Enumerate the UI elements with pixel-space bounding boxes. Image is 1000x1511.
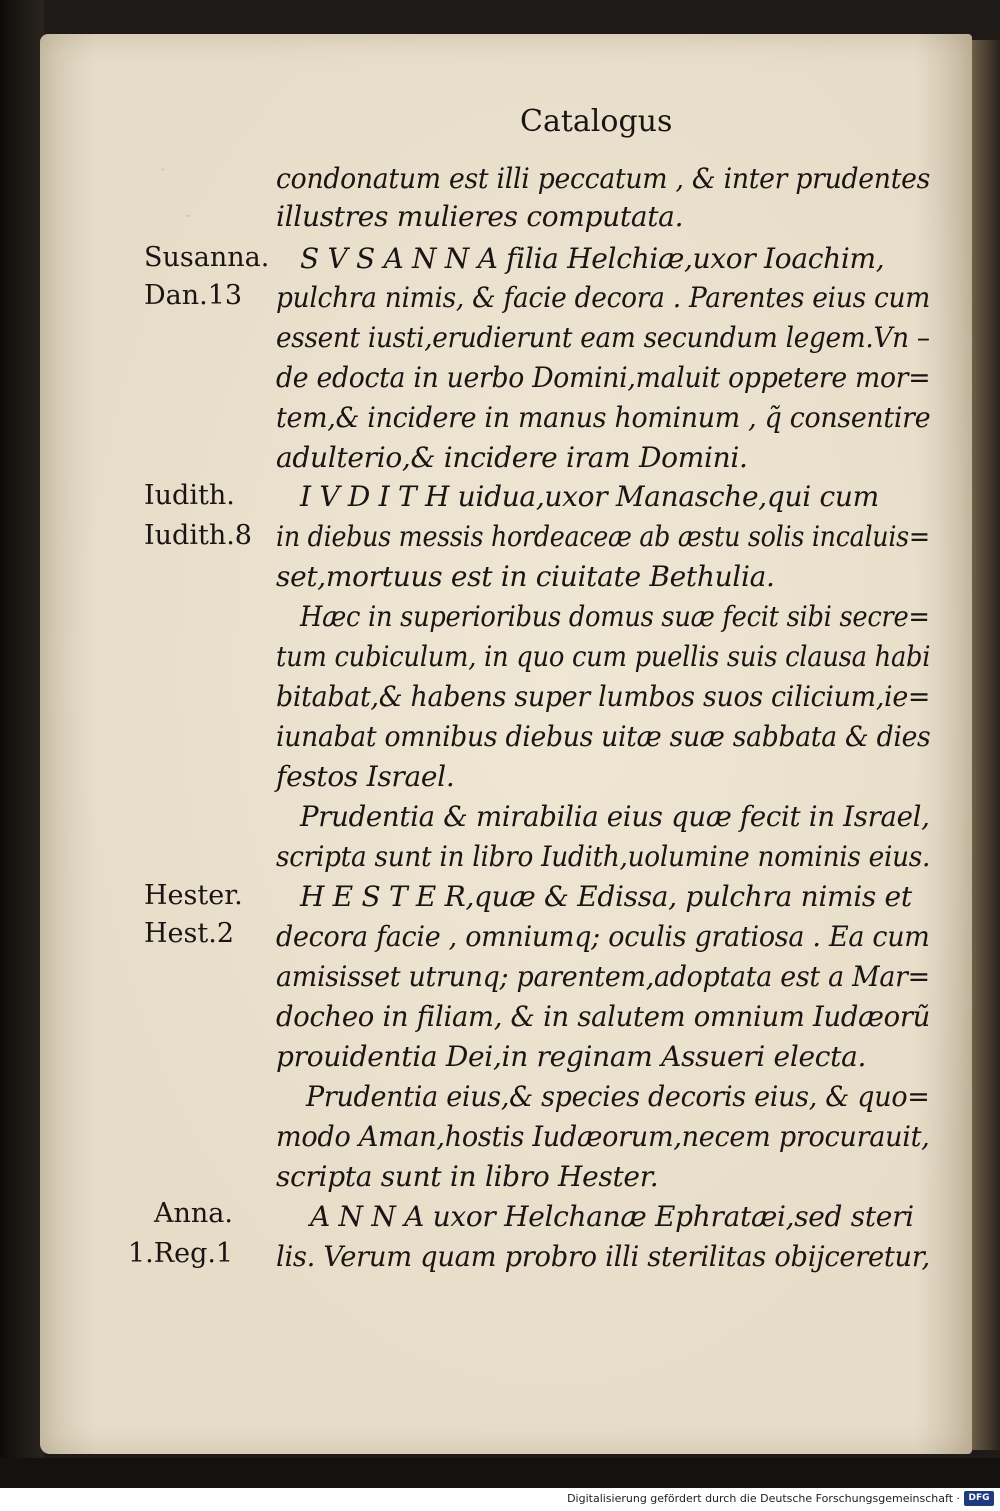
- text-line: prouidentia Dei,in reginam Assueri electa.: [276, 1040, 867, 1073]
- funding-credit: Digitalisierung gefördert durch die Deutsche Forschungsgemeinschaft ·: [567, 1492, 960, 1505]
- text-line: condonatum est illi peccatum , & inter prudentes: [276, 162, 931, 195]
- marginal-note: Hester.: [144, 880, 243, 911]
- text-line: Hæc in superioribus domus suæ fecit sibi secre=: [300, 600, 930, 633]
- show-through-mark: -: [185, 205, 191, 224]
- marginal-note: Dan.13: [144, 280, 243, 311]
- text-line: lis. Verum quam probro illi sterilitas obijceretur,: [276, 1240, 930, 1273]
- dfg-logo: DFG: [964, 1491, 994, 1506]
- text-line: adulterio,& incidere iram Domini.: [276, 441, 748, 474]
- text-line: de edocta in uerbo Domini,maluit oppetere mor=: [276, 361, 931, 394]
- text-line: scripta sunt in libro Hester.: [276, 1160, 659, 1193]
- text-line: modo Aman,hostis Iudæorum,necem procurauit,: [276, 1120, 930, 1153]
- text-line: iunabat omnibus diebus uitæ suæ sabbata & dies: [276, 720, 931, 753]
- scan-bottom-edge: [0, 1458, 1000, 1488]
- text-line: pulchra nimis, & facie decora . Parentes eius cum: [276, 281, 931, 314]
- marginal-note: Iudith.: [144, 480, 235, 511]
- text-line: decora facie , omniumq; oculis gratiosa . Ea cum: [276, 920, 930, 953]
- text-line: illustres mulieres computata.: [276, 200, 684, 233]
- text-line: scripta sunt in libro Iudith,uolumine nominis eius.: [276, 840, 931, 873]
- text-line: set,mortuus est in ciuitate Bethulia.: [276, 560, 775, 593]
- text-line: essent iusti,erudierunt eam secundum legem.Vn –: [276, 321, 930, 354]
- text-line: S V S A N N A filia Helchiæ,uxor Ioachim,: [300, 242, 885, 275]
- text-line: Prudentia & mirabilia eius quæ fecit in Israel,: [300, 800, 930, 833]
- marginal-note: Iudith.8: [144, 520, 252, 551]
- show-through-mark: ·: [160, 160, 166, 179]
- marginal-note: 1.Reg.1: [128, 1238, 234, 1269]
- text-line: I V D I T H uidua,uxor Manasche,qui cum: [300, 480, 879, 513]
- text-line: H E S T E R,quæ & Edissa, pulchra nimis et: [300, 880, 912, 913]
- scan-left-edge: [0, 0, 44, 1511]
- marginal-note: Susanna.: [144, 242, 270, 273]
- text-line: tem,& incidere in manus hominum , q̃ consentire: [276, 401, 931, 434]
- text-line: Prudentia eius,& species decoris eius, & quo=: [306, 1080, 930, 1113]
- text-line: bitabat,& habens super lumbos suos cilicium,ie=: [276, 680, 931, 713]
- marginal-note: Anna.: [154, 1198, 233, 1229]
- text-line: tum cubiculum, in quo cum puellis suis clausa habi: [276, 640, 931, 673]
- text-line: festos Israel.: [276, 760, 455, 793]
- running-head: Catalogus: [520, 104, 673, 139]
- marginal-note: Hest.2: [144, 918, 234, 949]
- digitization-footer: [0, 1488, 1000, 1511]
- book-fore-edge: [972, 40, 1000, 1450]
- text-line: amisisset utrunq; parentem,adoptata est a Mar=: [276, 960, 930, 993]
- text-line: A N N A uxor Helchanæ Ephratæi,sed steri: [310, 1200, 914, 1233]
- text-line: in diebus messis hordeaceæ ab æstu solis incaluis=: [276, 520, 930, 553]
- text-line: docheo in filiam, & in salutem omnium Iudæorũ: [276, 1000, 931, 1033]
